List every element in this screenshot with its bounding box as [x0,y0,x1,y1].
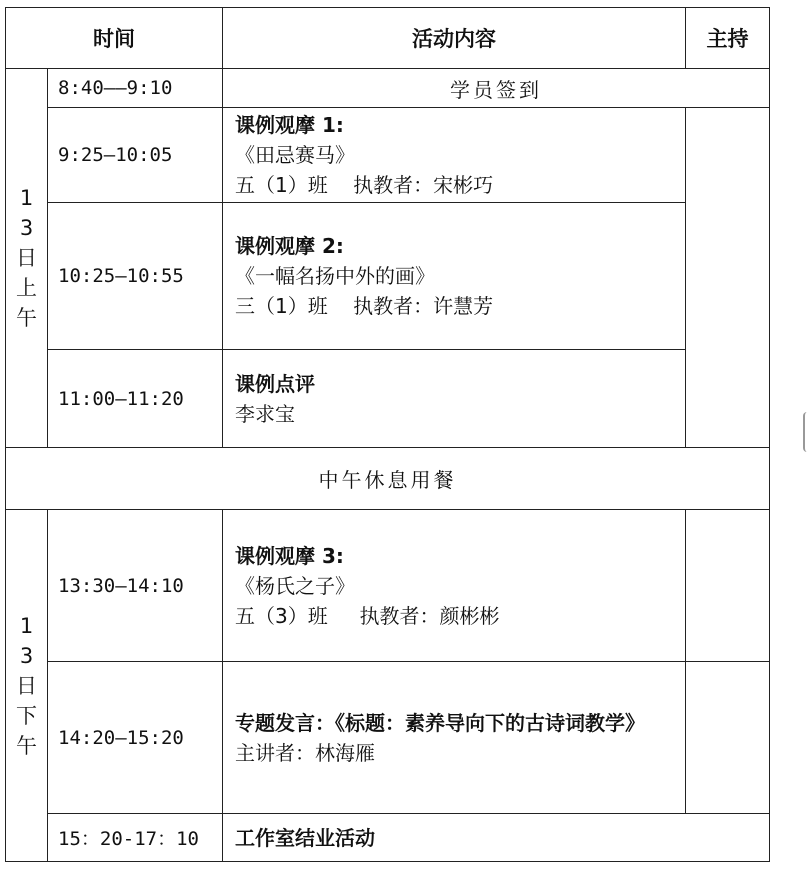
host-cell [686,662,770,814]
session-time: 14:20—15:20 [48,662,223,814]
host-cell [686,510,770,662]
session-content: 课例观摩 1: 《田忌赛马》 五（1）班 执教者：宋彬巧 [223,108,686,203]
header-time: 时间 [6,8,223,69]
session-time: 9:25—10:05 [48,108,223,203]
session-time: 11:00—11:20 [48,350,223,448]
checkin-row [6,69,770,108]
header-host: 主持 [686,8,770,69]
closing-time: 15：20-17：10 [48,814,223,862]
session-content: 专题发言：《标题：素养导向下的古诗词教学》 主讲者：林海雁 [223,662,686,814]
table-row [6,510,770,662]
lunch-row [6,448,770,510]
session-time: 10:25—10:55 [48,203,223,350]
morning-day-label: 1 3 日 上 午 [6,69,48,448]
checkin-time: 8:40——9:10 [48,69,223,108]
table-row [6,662,770,814]
scrollbar-edge[interactable] [803,412,810,452]
closing-row [6,814,770,862]
closing-content: 工作室结业活动 [223,814,770,862]
table-row [6,350,770,448]
host-cell [686,108,770,448]
session-time: 13:30—14:10 [48,510,223,662]
table-row [6,203,770,350]
header-content: 活动内容 [223,8,686,69]
header-row [6,8,770,69]
session-content: 课例点评 李求宝 [223,350,686,448]
session-content: 课例观摩 2: 《一幅名扬中外的画》 三（1）班 执教者：许慧芳 [223,203,686,350]
lunch-label: 中午休息用餐 [6,448,770,510]
schedule-table [5,7,770,862]
afternoon-day-label: 1 3 日 下 午 [6,510,48,862]
checkin-content: 学员签到 [223,69,770,108]
table-row [6,108,770,203]
session-content: 课例观摩 3: 《杨氏之子》 五（3）班 执教者：颜彬彬 [223,510,686,662]
